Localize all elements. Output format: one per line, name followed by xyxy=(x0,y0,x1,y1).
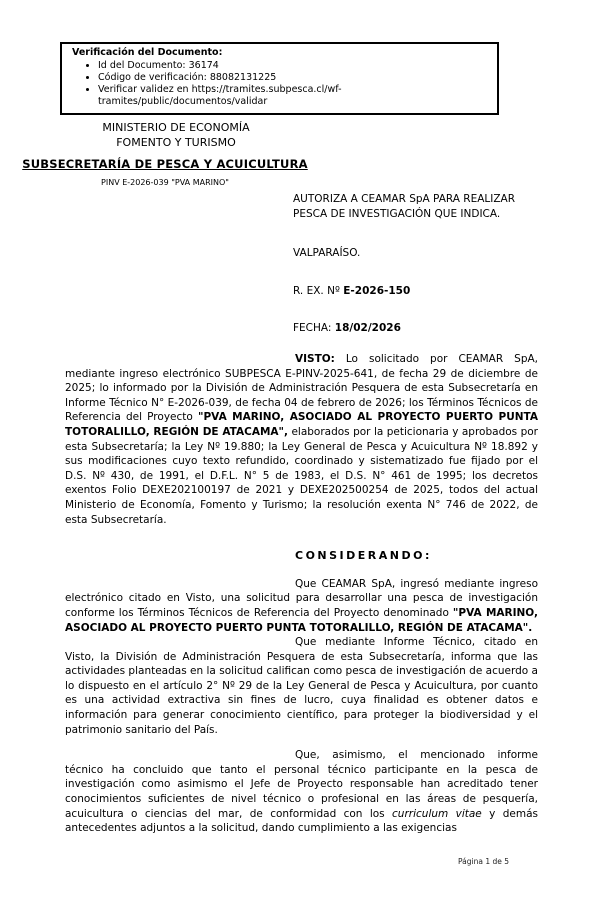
resolution-number-value: E-2026-150 xyxy=(343,285,411,297)
city-line: VALPARAÍSO. xyxy=(293,247,361,259)
ministry-header xyxy=(70,120,282,150)
visto-paragraph: VISTO: Lo solicitado por CEAMAR SpA, mediante ingreso electrónico SUBPESCA E-PINV-2025-641, de fecha 29 de diciembre de 2025; lo informado por la División de Administración Pesquera de esta Subsecretaría en Informe Técnico N° E-2026-039, de fecha 04 de febrero de 2026; los Términos Técnicos de Referencia del Proyecto "PVA MARINO, ASOCIADO AL PROYECTO PUERTO PUNTA TOTORALILLO, REGIÓN DE ATACAMA", elaborados por la peticionaria y aprobados por esta Subsecretaría; la Ley Nº 19.880; la Ley General de Pesca y Acuicultura Nº 18.892 y sus modificaciones cuyo texto refundido, coordinado y sistematizado fue fijado por el D.S. Nº 430, de 1991, el D.F.L. N° 5 de 1983, el D.S. N° 461 de 1995; los decretos exentos Folio DEXE202100197 de 2021 y DEXE202500254 de 2025, todos del actual Ministerio de Economía, Fomento y Turismo; la resolución exenta N° 746 de 2022, de esta Subsecretaría. xyxy=(65,353,538,526)
date-value: 18/02/2026 xyxy=(334,322,401,334)
considerando-paragraph-2: Que mediante Informe Técnico, citado en Visto, la División de Administración Pesquera de esta Subsecretaría, informa que las actividades planteadas en la solicitud califican como pesca de investigación de acuerdo a lo dispuesto en el artículo 2° Nº 29 de la Ley General de Pesca y Acuicultura, por cuanto es una actividad extractiva sin fines de lucro, cuya finalidad es obtener datos e información para generar conocimiento científico, para proteger la biodiversidad y el patrimonio sanitario del País. xyxy=(65,636,538,736)
project-reference: PINV E-2026-039 "PVA MARINO" xyxy=(101,178,229,187)
resolution-subject: AUTORIZA A CEAMAR SpA PARA REALIZAR PESCA DE INVESTIGACIÓN QUE INDICA. xyxy=(293,193,516,220)
resolution-number-label: R. EX. Nº xyxy=(293,285,344,297)
ministry-line-2: FOMENTO Y TURISMO xyxy=(116,136,236,149)
document-body xyxy=(65,352,538,836)
resolution-number-line xyxy=(293,285,410,297)
page-number: Página 1 de 5 xyxy=(458,857,510,866)
subsecretaria-title: SUBSECRETARÍA DE PESCA Y ACUICULTURA xyxy=(22,157,308,171)
verification-list xyxy=(72,60,489,108)
verification-item-url: • Verificar validez en https://tramites.subpesca.cl/wf-tramites/public/documentos/validar xyxy=(98,84,489,108)
verification-item-code: • Código de verificación: 88082131225 xyxy=(98,72,489,84)
considerando-paragraph-3: Que, asimismo, el mencionado informe técnico ha concluido que tanto el personal técnico participante en la pesca de investigación como asimismo el Jefe de Proyecto responsable han acreditado tener conocimientos suficientes de nivel técnico o profesional en las áreas de pesquería, acuicultura o ciencias del mar, de conformidad con los curriculum vitae y demás antecedentes adjuntos a la solicitud, dando cumplimiento a las exigencias xyxy=(65,749,538,835)
verification-title: Verificación del Documento: xyxy=(72,47,223,58)
verification-item-document-id: • Id del Documento: 36174 xyxy=(98,60,489,72)
ministry-line-1: MINISTERIO DE ECONOMÍA xyxy=(102,121,250,134)
date-label: FECHA: xyxy=(293,322,335,334)
verification-box xyxy=(60,42,499,115)
considerando-heading: CONSIDERANDO: xyxy=(295,549,432,563)
date-line xyxy=(293,322,401,334)
considerando-paragraph-1: Que CEAMAR SpA, ingresó mediante ingreso electrónico citado en Visto, una solicitud para desarrollar una pesca de investigación conforme los Términos Técnicos de Referencia del Proyecto denominado "PVA MARINO, ASOCIADO AL PROYECTO PUERTO PUNTA TOTORALILLO, REGIÓN DE ATACAMA". xyxy=(65,577,538,634)
